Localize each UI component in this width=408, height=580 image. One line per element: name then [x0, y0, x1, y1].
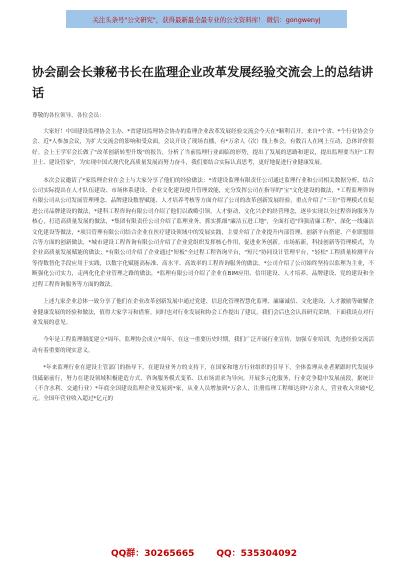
footer-contact: QQ群：30265665 QQ：535304092	[111, 549, 297, 559]
paragraph: 今年是工程监理制度建立*周年、监理协会成立*周年，在这一重要历史时期，我们广泛开展行业宣传，加强专业培训，先进经验交流活动有着重要的现实意义。	[32, 337, 374, 354]
paragraph: *年来监理行业在建设主管部门的指导下，在建设业务方的支持下，在国家和地方行业组织的引导下，全体监理从业者紧跟时代发展步伐砥砺前行，努力在建设领域积极建造方式、咨询服务模式变革、以市场需求为导向，开展多元化服务，行业竞争稳中发展前段，据统计（不含水利、交通行业）*年底全国建设监理企业发展到*家，从业人员增加到*万余人，注册监理工程师达到*万余人，营业收入突破*亿元。全国年营业收入超过*亿元的	[32, 365, 374, 403]
paragraph: 本次会议邀请了*家监理企业在会上与大家分享了他们的经验做法：*省建设监理有限责任公司通过监理行业和公司相关数据分析，结合公司实际提出在人才队伍建设、市场体系建设、企业文化建设提升管理效能，充分发挥公司在指导的"宝"文化建设的做法，*工程监理咨询有限公司从公司发展管理理念、品牌建设数智赋能、人才培养考核等方面介绍了公司的改革创新发展经验，重点介绍了"三位"管理模式在促进公司品牌建设的做法，*建科工程咨询有限公司介绍了他们以战略引领，人才驱动，文化兴企的经营理念，逐步实现以全过程咨询服务为核心，打造高质量发展的做法，*集团有限责任公司介绍了监理业务，抓实抓细"廉洁五进工地"，全面打造"四强清廉工程"，深化一线廉洁文化建设等做法，*项目管理有限公司结合企业在医疗建设领域中的发展实践，主要介绍了企业提升内部管理、创新平台搭建、产业联盟组合等方面的创新做法，*城市建设工程咨询有限公司介绍了企业党组织发挥核心作用，促进业务创新，市场拓新，科技创新等管理模式，为企业高质量发展赋能的做法；*有限公司介绍了企业通过"短板"全过程工程咨询平台，"短尺"协同设计管理平台，"轻松"工程质量检测平台等得数智化手段应用于实践，以数字化赋能高标准、高水平、高效率的工程咨询服务的做法，*公司介绍了公司始终坚持以监理为主业，不断强化公司实力，走两化化企业管理之路的做法，*监理有限公司介绍了企业在BIM应用、信用建设、人才培养、品牌建设、党的建设和全过程工程咨询服务等方面的做法。	[32, 177, 374, 288]
document-body	[32, 127, 374, 412]
document-title: 协会副会长兼秘书长在监理企业改革发展经验交流会上的总结讲话	[32, 65, 374, 100]
salutation: 尊敬的各位领导、各位会员：	[32, 113, 105, 119]
header-banner	[66, 10, 347, 28]
banner-text: 关注头条号"公文研究"，获得最新最全最专业的公文资料库！ 微信：gongwenyj	[92, 15, 321, 24]
paragraph: 上述九家企业总体一致分享了他们在企业改革创新发展中通过党建、信息化管理智慧化监理、廉廉诚信、文化建设、人才激励等破解企业健康发展的经验和做法，值得大家学习和借鉴。同时也对行业发展和协会工作提出了建议，我们会后也会认真研究采纳。下面我谈点对行业发展的意见。	[32, 299, 374, 326]
paragraph: 大家好！中国建设监理协会主办、*省建设监理协会协办的监理企业改革发展经验交流会今天在*顺利召开，来自*个省、*个行业协会分会、近*人参加会议，为扩大交流会的影响和受众面，会议开设了现场直播，有*万余人（次）线上参会。有数百人在网上互动，总体评价很好。会上王学军会长做了"改革创新转型升级"的报告，分析了当前监理行业面临的形势，提出了发展的思路和建议，提出监理要当好"工程卫士、建设管家"，为实现中国式现代化高质量发展而努力奋斗，我们要结合实际认真思考，更好地促进行业健康发展。	[32, 129, 374, 167]
